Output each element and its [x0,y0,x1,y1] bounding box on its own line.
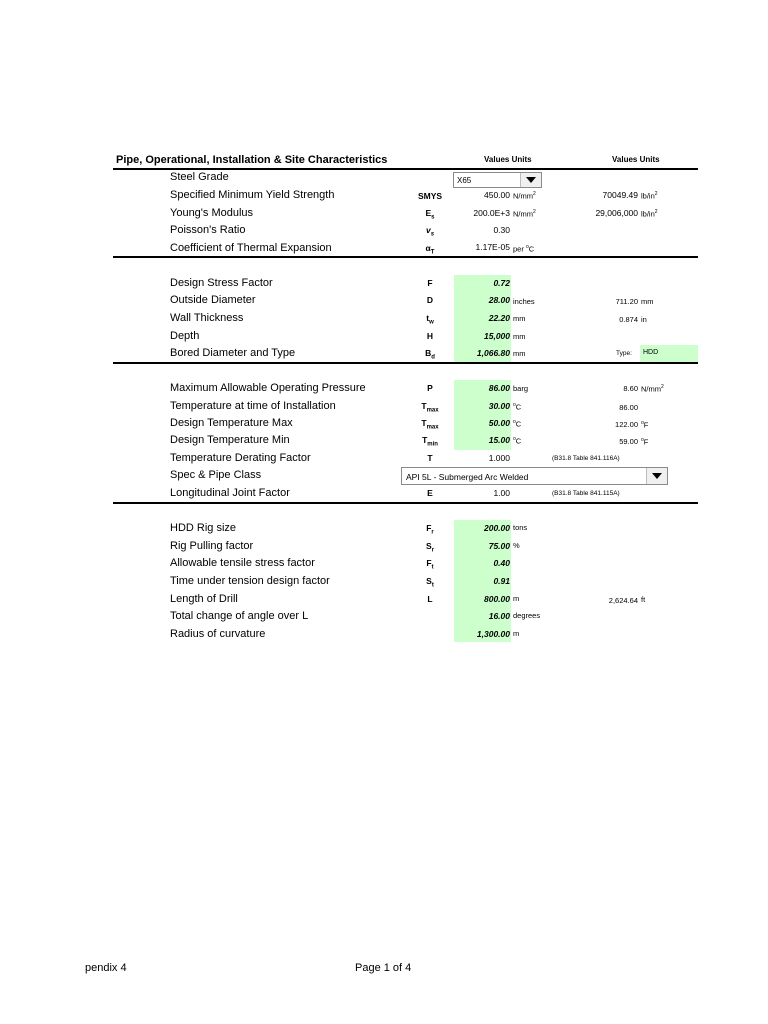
maop-metric-unit: $N/mm^2$ [641,384,664,394]
design-stress-symbol: F [427,278,433,288]
steel-grade-value: X65 [457,176,472,185]
values-units-header-1: Values Units [484,155,532,164]
design-temp-min-unit: $^o$C [513,436,522,446]
smys-value: 450.00 [484,190,510,200]
steel-grade-label: Steel Grade [170,171,229,183]
rig-size-symbol: $F_r$ [426,523,434,536]
wall-thickness-imperial: 0.874 [619,315,638,324]
rig-size-input[interactable]: 200.00 [484,523,510,533]
bored-diameter-label: Bored Diameter and Type [170,347,296,359]
design-temp-max-input[interactable]: 50.00 [488,418,510,428]
design-temp-min-label: Design Temperature Min [170,434,290,446]
smys-value-imperial: 70049.49 [602,190,638,200]
smys-unit: $N/mm^2$ [513,191,536,201]
type-label: Type: [616,350,632,357]
maop-input[interactable]: 86.00 [488,383,510,393]
chevron-down-icon[interactable] [520,173,541,187]
page-title: Pipe, Operational, Installation & Site Characteristics [116,154,388,166]
youngs-modulus-symbol: $E_s$ [425,208,435,221]
wall-thickness-imperial-unit: in [641,315,647,324]
rig-pulling-label: Rig Pulling factor [170,540,254,552]
install-temp-input[interactable]: 30.00 [488,401,510,411]
curvature-radius-label: Radius of curvature [170,628,266,640]
design-stress-input[interactable]: 0.72 [493,278,510,288]
bored-diameter-unit: mm [513,349,526,358]
joint-factor-value: 1.00 [493,488,510,498]
smys-symbol: SMYS [417,191,443,201]
drill-length-unit: m [513,594,520,603]
tension-time-input[interactable]: 0.91 [493,576,510,586]
curvature-radius-unit: m [513,629,520,638]
outside-diameter-input[interactable]: 28.00 [488,295,510,305]
depth-unit: mm [513,332,526,341]
spec-class-value: API 5L - Submerged Arc Welded [406,472,529,482]
design-stress-label: Design Stress Factor [170,277,273,289]
design-temp-max-f-unit: $^o$F [641,420,649,430]
joint-factor-label: Longitudinal Joint Factor [170,487,290,499]
rig-size-unit: tons [513,523,528,532]
drill-length-feet: 2,624.64 [608,596,638,605]
youngs-modulus-value-imperial: 29,006,000 [595,208,638,218]
depth-input[interactable]: 15,000 [484,331,510,341]
maop-label: Maximum Allowable Operating Pressure [170,382,366,394]
thermal-expansion-symbol: $\alpha_T$ [425,243,435,256]
footer-appendix: pendix 4 [85,962,127,974]
poisson-value: 0.30 [493,225,510,235]
maop-symbol: P [427,383,433,393]
youngs-modulus-label: Young's Modulus [170,207,254,219]
wall-thickness-input[interactable]: 22.20 [488,313,510,323]
install-temp-label: Temperature at time of Installation [170,400,336,412]
joint-factor-note: (B31.8 Table 841.115A) [552,490,620,497]
bored-diameter-input[interactable]: 1,066.80 [476,348,510,358]
rig-pulling-unit: % [513,541,520,550]
install-temp-symbol: $T_{max}$ [421,401,439,414]
rig-pulling-symbol: $S_r$ [425,541,434,554]
drill-length-label: Length of Drill [170,593,238,605]
section-divider-1 [113,256,698,258]
outside-diameter-unit: inches [513,297,535,306]
wall-thickness-symbol: $t_w$ [426,313,434,326]
design-temp-max-fahrenheit: 122.00 [615,420,638,429]
design-temp-max-symbol: $T_{max}$ [421,418,439,431]
tensile-stress-input[interactable]: 0.40 [493,558,510,568]
values-units-header-2: Values Units [612,155,660,164]
rig-pulling-input[interactable]: 75.00 [488,541,510,551]
wall-thickness-unit: mm [513,314,526,323]
header-rule [113,168,698,170]
spec-class-dropdown[interactable] [401,467,668,485]
steel-grade-dropdown[interactable] [453,172,542,188]
angle-change-label: Total change of angle over L [170,610,309,622]
maop-metric: 8.60 [623,384,638,393]
footer-page-number: Page 1 of 4 [355,962,412,974]
drill-length-feet-unit: ft [641,595,646,604]
angle-change-input[interactable]: 16.00 [488,611,510,621]
design-temp-max-label: Design Temperature Max [170,417,293,429]
smys-unit-imperial: $lb/in^2$ [641,191,658,201]
youngs-modulus-unit: $N/mm^2$ [513,209,536,219]
design-temp-min-input[interactable]: 15.00 [488,435,510,445]
install-temp-unit: $^o$C [513,402,522,412]
outside-diameter-metric-unit: mm [641,297,654,306]
derating-factor-note: (B31.8 Table 841.116A) [552,455,620,462]
thermal-expansion-value: 1.17E-05 [475,242,510,252]
design-temp-min-fahrenheit: 59.00 [619,437,638,446]
tensile-stress-symbol: $F_t$ [426,558,434,571]
outside-diameter-label: Outside Diameter [170,294,256,306]
wall-thickness-label: Wall Thickness [170,312,244,324]
type-input[interactable]: HDD [643,349,659,356]
thermal-expansion-unit: per $^o$C [513,244,535,254]
rig-size-label: HDD Rig size [170,522,237,534]
install-temp-fahrenheit: 86.00 [619,403,638,412]
design-temp-min-f-unit: $^o$F [641,437,649,447]
joint-factor-symbol: E [427,488,433,498]
youngs-modulus-unit-imperial: $lb/in^2$ [641,209,658,219]
outside-diameter-symbol: D [426,295,434,305]
tensile-stress-label: Allowable tensile stress factor [170,557,315,569]
depth-symbol: H [426,331,434,341]
outside-diameter-metric: 711.20 [615,297,638,306]
design-temp-min-symbol: $T_{min}$ [422,435,438,448]
design-temp-max-unit: $^o$C [513,419,522,429]
smys-label: Specified Minimum Yield Strength [170,189,335,201]
spec-class-label: Spec & Pipe Class [170,469,262,481]
derating-factor-value: 1.000 [488,453,510,463]
curvature-radius-input[interactable]: 1,300.00 [476,629,510,639]
tension-time-label: Time under tension design factor [170,575,330,587]
bored-diameter-symbol: $B_d$ [425,348,435,361]
derating-factor-symbol: T [427,453,433,463]
angle-change-unit: degrees [513,611,541,620]
drill-length-symbol: L [427,594,433,604]
poisson-symbol: $v_s$ [425,225,435,238]
derating-factor-label: Temperature Derating Factor [170,452,311,464]
depth-label: Depth [170,330,200,342]
section-divider-2 [113,362,698,364]
tension-time-symbol: $S_t$ [426,576,434,589]
youngs-modulus-value: 200.0E+3 [473,208,510,218]
poisson-label: Poisson's Ratio [170,224,246,236]
drill-length-input[interactable]: 800.00 [484,594,510,604]
maop-unit: barg [513,384,529,393]
section-divider-3 [113,502,698,504]
chevron-down-icon[interactable] [646,468,667,484]
thermal-expansion-label: Coefficient of Thermal Expansion [170,242,332,254]
